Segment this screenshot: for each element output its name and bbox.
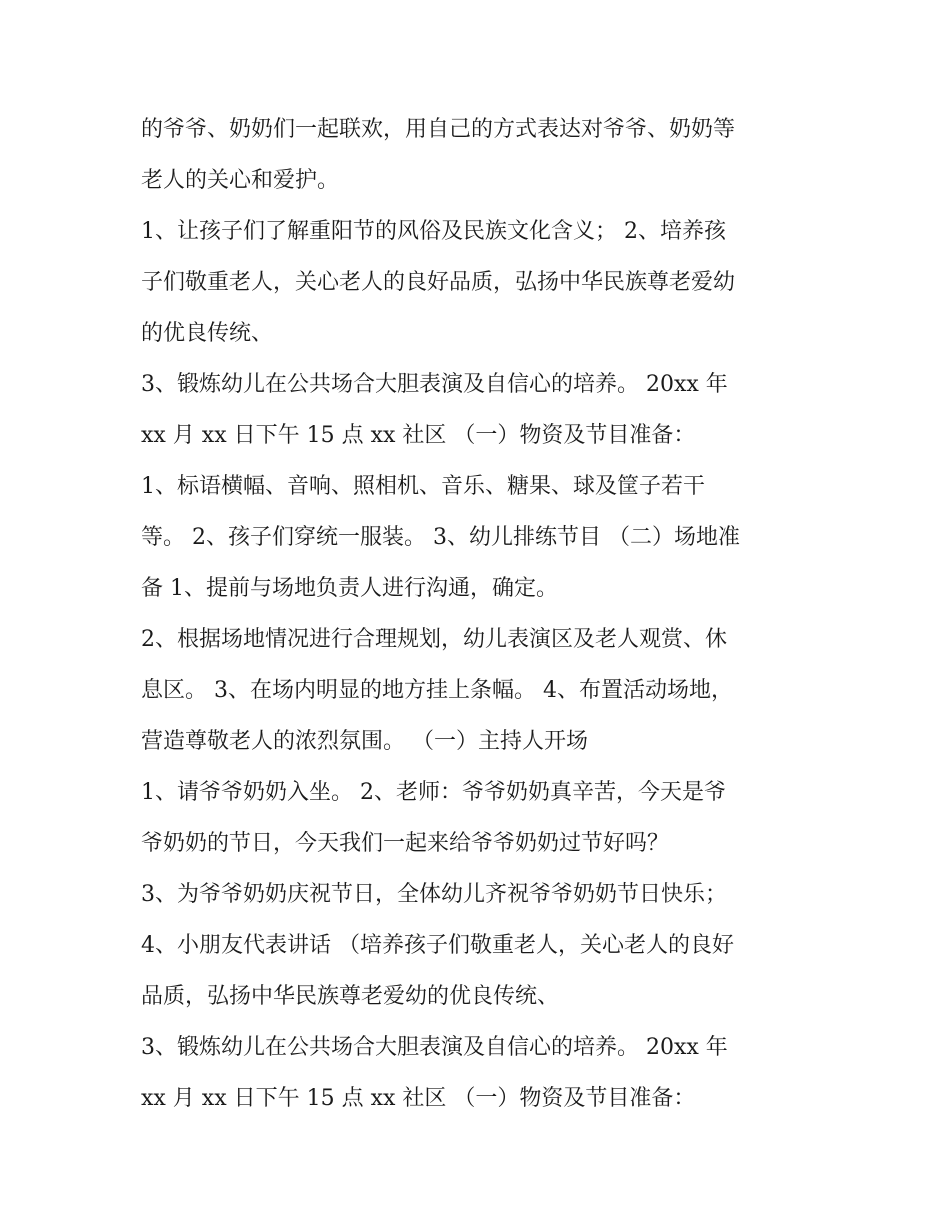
text-line: 营造尊敬老人的浓烈氛围。 （一）主持人开场: [141, 729, 588, 754]
body-text: [141, 104, 831, 1124]
text-line: 爷奶奶的节日，今天我们一起来给爷爷奶奶过节好吗？: [141, 831, 670, 856]
text-line: 的优良传统、: [141, 321, 274, 346]
text-line: 品质，弘扬中华民族尊老爱幼的优良传统、: [141, 984, 560, 1009]
text-line: 备 1、提前与场地负责人进行沟通，确定。: [141, 576, 558, 601]
text-line: 4、小朋友代表讲话 （培养孩子们敬重老人，关心老人的良好: [141, 933, 734, 958]
text-line: 老人的关心和爱护。: [141, 168, 340, 193]
text-line: 1、请爷爷奶奶入坐。 2、老师：爷爷奶奶真辛苦，今天是爷: [141, 780, 726, 805]
text-line: 等。 2、孩子们穿统一服装。 3、幼儿排练节目 （二）场地准: [141, 525, 740, 550]
text-line: xx 月 xx 日下午 15 点 xx 社区 （一）物资及节目准备：: [141, 1086, 696, 1111]
text-line: 的爷爷、奶奶们一起联欢，用自己的方式表达对爷爷、奶奶等: [141, 117, 736, 142]
text-line: 1、标语横幅、音响、照相机、音乐、糖果、球及筐子若干: [141, 474, 705, 499]
text-line: 3、锻炼幼儿在公共场合大胆表演及自信心的培养。 20xx 年: [141, 372, 728, 397]
text-line: xx 月 xx 日下午 15 点 xx 社区 （一）物资及节目准备：: [141, 423, 696, 448]
text-line: 1、让孩子们了解重阳节的风俗及民族文化含义； 2、培养孩: [141, 219, 726, 244]
text-line: 息区。 3、在场内明显的地方挂上条幅。 4、布置活动场地，: [141, 678, 733, 703]
text-line: 2、根据场地情况进行合理规划，幼儿表演区及老人观赏、休: [141, 627, 727, 652]
text-line: 3、为爷爷奶奶庆祝节日，全体幼儿齐祝爷爷奶奶节日快乐；: [141, 882, 727, 907]
text-line: 子们敬重老人，关心老人的良好品质，弘扬中华民族尊老爱幼: [141, 270, 736, 295]
text-line: 3、锻炼幼儿在公共场合大胆表演及自信心的培养。 20xx 年: [141, 1035, 728, 1060]
